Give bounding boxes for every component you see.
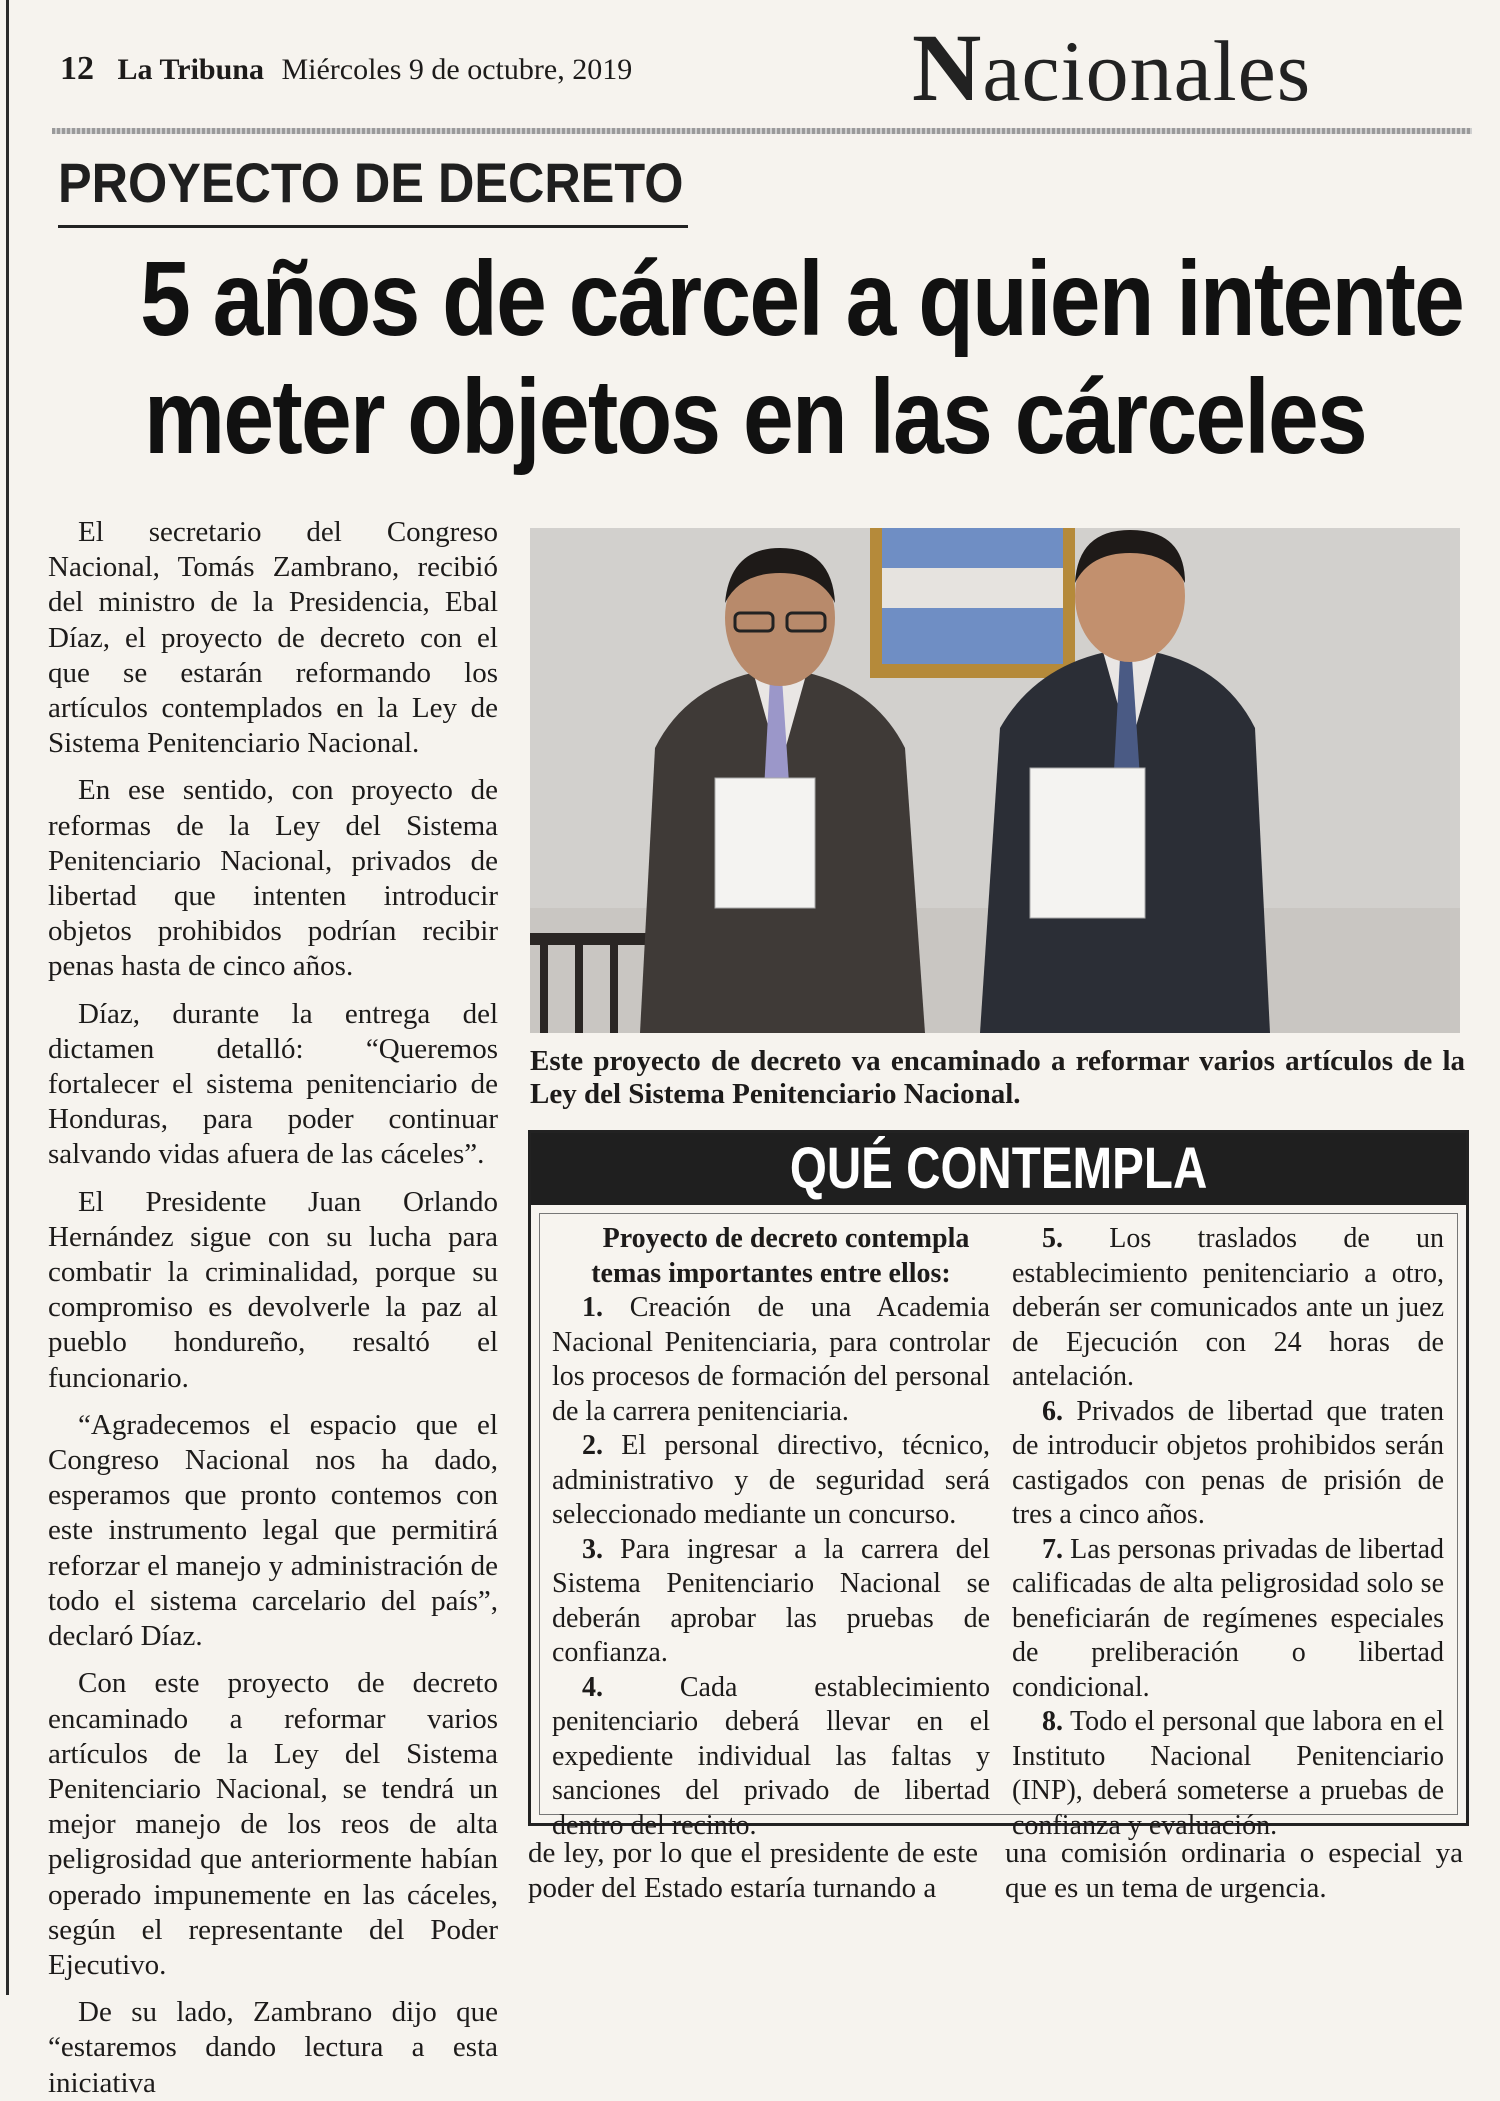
list-item [552, 1671, 990, 1844]
section-title [912, 12, 1472, 122]
body-paragraph: Díaz, durante la entrega del dictamen detalló: “Queremos fortalecer el sistema penitenciario de Honduras, para poder continuar salvando vidas afuera de las cáceles”. [48, 997, 498, 1171]
sidebar-box-body [539, 1213, 1458, 1841]
issue-date: Miércoles 9 de octubre, 2019 [281, 53, 633, 86]
list-item-number: 5. [1042, 1223, 1063, 1254]
article-continuation-middle: de ley, por lo que el presidente de este poder del Estado estaría turnando a [528, 1837, 978, 1904]
headline-line-1: 5 años de cárcel a quien intente [140, 240, 1464, 358]
list-item-text: Los traslados de un establecimiento penitenciario a otro, deberán ser comunicados ante un juez de Ejecución con 24 horas de antelación. [1012, 1223, 1444, 1392]
page-number: 12 [60, 50, 94, 87]
list-item-text: Todo el personal que labora en el Instituto Nacional Penitenciario (INP), deberá someterse a pruebas de confianza y evaluación. [1012, 1706, 1445, 1841]
sidebar-box [528, 1130, 1469, 1841]
body-paragraph: El Presidente Juan Orlando Hernández sigue con su lucha para combatir la criminalidad, porque su compromiso es devolverle la paz al pueblo hondureño, resaltó el funcionario. [48, 1185, 498, 1394]
list-item-number: 4. [582, 1671, 603, 1703]
kicker-underline [58, 225, 688, 228]
paper-name: La Tribuna [117, 53, 264, 86]
list-item [552, 1429, 990, 1533]
list-item-number: 8. [1042, 1706, 1063, 1737]
article-column-left [48, 515, 498, 2099]
body-paragraph: De su lado, Zambrano dijo que “estaremos dando lectura a esta iniciativa [48, 1996, 498, 2099]
header-rule [52, 128, 1472, 134]
sidebar-column-right [1012, 1222, 1444, 1843]
list-item-text: Privados de libertad que traten de introducir objetos prohibidos serán castigados con penas de prisión de tres a cinco años. [1012, 1395, 1444, 1530]
list-item-text: Cada establecimiento penitenciario deberá llevar en el expediente individual las faltas y sanciones del privado de libertad dentro del recinto. [552, 1671, 990, 1841]
sidebar-column-left [552, 1222, 990, 1843]
body-paragraph: El secretario del Congreso Nacional, Tomás Zambrano, recibió del ministro de la Presidencia, Ebal Díaz, el proyecto de decreto con el que se estarán reformando los artículos contemplados en la Ley de Sistema Penitenciario Nacional. [48, 516, 498, 760]
list-item [1012, 1395, 1444, 1533]
sidebar-intro: Proyecto de decreto contempla temas importantes entre ellos: [591, 1223, 970, 1289]
list-item-number: 3. [582, 1533, 603, 1565]
headline-line-2: meter objetos en las cárceles [144, 358, 1366, 476]
list-item-number: 1. [582, 1292, 603, 1323]
page-edge-rule [6, 0, 9, 1995]
list-item-number: 2. [582, 1430, 603, 1461]
list-item [1012, 1533, 1444, 1706]
photo-illustration [530, 528, 1460, 1033]
list-item-text: Las personas privadas de libertad calificadas de alta peligrosidad solo se beneficiarán de regímenes especiales de preliberación o libertad condicional. [1012, 1533, 1445, 1703]
sidebar-box-header [531, 1133, 1466, 1205]
headline [40, 240, 1470, 490]
list-item-number: 6. [1042, 1395, 1063, 1427]
sidebar-box-title: QUÉ CONTEMPLA [789, 1136, 1208, 1201]
list-item-text: Para ingresar a la carrera del Sistema Penitenciario Nacional se deberán aprobar las pruebas de confianza. [552, 1533, 990, 1668]
body-paragraph: “Agradecemos el espacio que el Congreso Nacional nos ha dado, esperamos que pronto contemos con este instrumento legal que permitirá reforzar el manejo y administración de todo el sistema carcelario del país”, declaró Díaz. [48, 1408, 498, 1653]
list-item [1012, 1222, 1444, 1395]
news-photo [530, 528, 1460, 1033]
list-item-text: Creación de una Academia Nacional Penitenciaria, para controlar los procesos de formación del personal de la carrera penitenciaria. [552, 1292, 990, 1427]
photo-caption: Este proyecto de decreto va encaminado a reformar varios artículos de la Ley del Sistema Penitenciario Nacional. [530, 1045, 1465, 1110]
list-item [552, 1291, 990, 1429]
kicker: PROYECTO DE DECRETO [58, 151, 684, 214]
list-item-number: 7. [1042, 1533, 1063, 1565]
list-item [552, 1533, 990, 1671]
body-paragraph: En ese sentido, con proyecto de reformas de la Ley del Sistema Penitenciario Nacional, privados de libertad que intenten introducir objetos prohibidos podrían recibir penas hasta de cinco años. [48, 774, 498, 983]
list-item [1012, 1705, 1444, 1843]
masthead [60, 50, 700, 100]
list-item-text: El personal directivo, técnico, administrativo y de seguridad será seleccionado mediante un concurso. [552, 1430, 990, 1530]
article-continuation-right: una comisión ordinaria o especial ya que es un tema de urgencia. [1005, 1837, 1463, 1904]
section-title-initial: N [912, 14, 983, 121]
section-title-rest: acionales [982, 23, 1312, 119]
body-paragraph: Con este proyecto de decreto encaminado a reformar varios artículos de la Ley del Sistema Penitenciario Nacional, se tendrá un mejor manejo de los reos de alta peligrosidad que anteriormente habían operado impunemente en las cáceles, según el representante del Poder Ejecutivo. [48, 1667, 498, 1981]
